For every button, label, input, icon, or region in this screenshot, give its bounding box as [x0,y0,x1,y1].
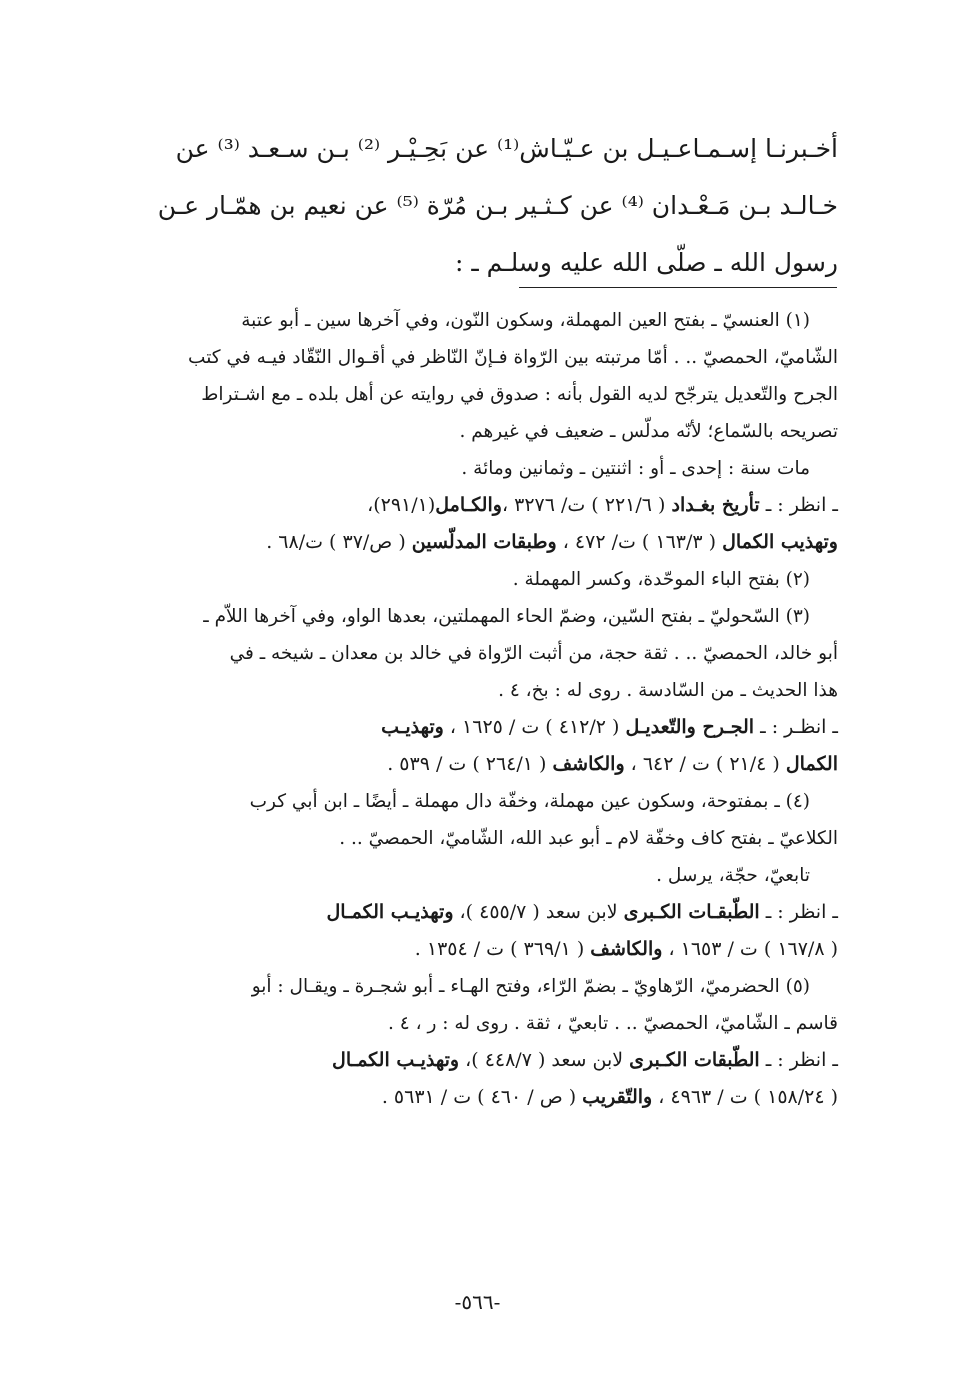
book-title: الجـرح والتّعديـل [625,716,755,738]
book-title: وطبقات المدلّسين [411,531,557,553]
book-title: وتهذيـب الكمـال [332,1049,460,1071]
footnote-3-line: هذا الحديث ـ من السّادسة . روى له : بخ، ٤ . [498,680,838,701]
footnote-5-line: (٥) الحضرميّ، الرّهاويّ ـ بضمّ الرّاء، وفتح الهـاء ـ أبو شجـرة ـ ويقـال : أبو [251,976,810,997]
footnote-1-line: (١) العنسيّ ـ بفتح العين المهملة، وسكون النّون، وفي آخرها سين ـ أبو عتبة [241,310,810,331]
book-title: وتهذيـب الكمـال [326,901,454,923]
footnote-3-line: (٣) السّحوليّ ـ بفتح السّين، وضمّ الحاء المهملتين، بعدها الواو، وفي آخرها اللاّم ـ [203,606,810,627]
footnote-4-reference [118,931,838,968]
book-title: وتهذيب الكمال [722,531,838,553]
book-title: الطّبقات الكـبرى [629,1049,760,1071]
ref-citation: (٢٩١/١)، [367,494,436,516]
footnote-4-line: الكلاعيّ ـ بفتح كاف وخفّة لام ـ أبو عبد الله، الشّاميّ، الحمصيّ .. . [339,828,838,849]
main-line: أخـبرنـا إسـمـاعـيـل بن عـيّـاش⁽¹⁾ عن بَحِـيْـر ⁽²⁾ بـن سـعـد ⁽³⁾ عن [175,134,838,163]
ref-citation: لابن سعد ( ٤٤٨/٧ )، [459,1049,630,1071]
main-text [118,120,838,291]
ref-prefix: ـ انظر : ـ [759,1049,838,1071]
ref-prefix: ـ انظر : ـ [759,494,838,516]
ref-citation: ( ٢١/٤ ) ت / ٦٤٢ ، [624,753,786,775]
footnotes [118,302,838,1116]
footnote-1-reference [118,487,838,524]
book-title: والكاشف [590,938,663,960]
footnote-5-reference [118,1079,838,1116]
footnote-1-line: الجرح والتّعديل يترجّح لديه القول بأنه : صدوق في روايته عن أهل بلده ـ مع اشـتراط [201,384,838,405]
book-title: الكمال [785,753,838,775]
ref-citation: ( ١٦٣/٣ ) ت/ ٤٧٢ ، [556,531,723,553]
ref-prefix: ـ انظـر : ـ [754,716,838,738]
main-line: خـالـد بـن مَـعْـدان ⁽⁴⁾ عن كـثـير بـن مُرّة ⁽⁵⁾ عن نعيم بن همّـار عـن [157,191,838,220]
book-title: وتهذيـب [381,716,444,738]
footnote-1-death: مات سنة : إحدى ـ أو : اثنتين ـ وثمانين ومائة . [461,458,810,479]
ref-prefix: ـ انظر : ـ [759,901,838,923]
ref-citation: ( ص / ٤٦٠ ) ت / ٥٦٣١ . [381,1086,583,1108]
main-line: رسول الله ـ صلّى الله عليه وسلـم ـ : [455,248,838,277]
footnote-5-line: قاسم ـ الشّاميّ، الحمصيّ .. . تابعيّ ، ثقة . روى له : ر ، ٤ . [388,1013,838,1034]
ref-citation: ( ٢٢١/٦ ) ت/ ٣٢٧٦ ، [501,494,672,516]
footnote-4-line: (٤) ـ بمفتوحة، وسكون عين مهملة، وخفّة دال مهملة ـ أيضًا ـ ابن أبي كرب [249,791,810,812]
ref-citation: ( ١٦٧/٨ ) ت / ١٦٥٣ ، [662,938,838,960]
ref-citation: ( ٢٦٤/١ ) ت / ٥٣٩ . [387,753,553,775]
footnote-1-line: تصريحه بالسّماع؛ لأنّه مدلّس ـ ضعيف في غيرهم . [459,421,838,442]
footnote-5-reference [118,1042,838,1079]
ref-citation: ( ٤١٢/٢ ) ت / ١٦٢٥ ، [443,716,626,738]
footnote-1-reference [118,524,838,561]
footnote-2: (٢) بفتح الباء الموحّدة، وكسر المهملة . [512,569,810,590]
book-title: والتّقريب [582,1086,653,1108]
footnote-4-reference [118,894,838,931]
footnote-1-line: الشّاميّ، الحمصيّ .. . أمّا مرتبته بين الرّواة فـإنّ النّاظر في أقـوال النّقّاد فيـه في كتب [188,347,838,368]
footnote-3-reference [118,709,838,746]
ref-citation: ( ٣٦٩/١ ) ت / ١٣٥٤ . [414,938,591,960]
ref-citation: ( ١٥٨/٢٤ ) ت / ٤٩٦٣ ، [652,1086,838,1108]
footnote-3-reference [118,746,838,783]
book-title: والكـامل [435,494,502,516]
book-title: تأريخ بغـداد [671,494,760,516]
ref-citation: لابن سعد ( ٤٥٥/٧ )، [453,901,624,923]
book-title: والكاشف [552,753,625,775]
footnote-4-line: تابعيّ، حجّة، يرسل . [656,865,810,886]
footnote-separator [519,287,837,288]
book-title: الطّبقـات الكـبرى [623,901,760,923]
ref-citation: ( ص/٣٧ ) ت/٦٨ . [266,531,412,553]
footnote-3-line: أبو خالد، الحمصيّ .. . ثقة حجة، من أثبت الرّواة في خالد بن معدان ـ شيخه ـ في [229,643,838,664]
page-number: -٥٦٦- [454,1290,501,1314]
